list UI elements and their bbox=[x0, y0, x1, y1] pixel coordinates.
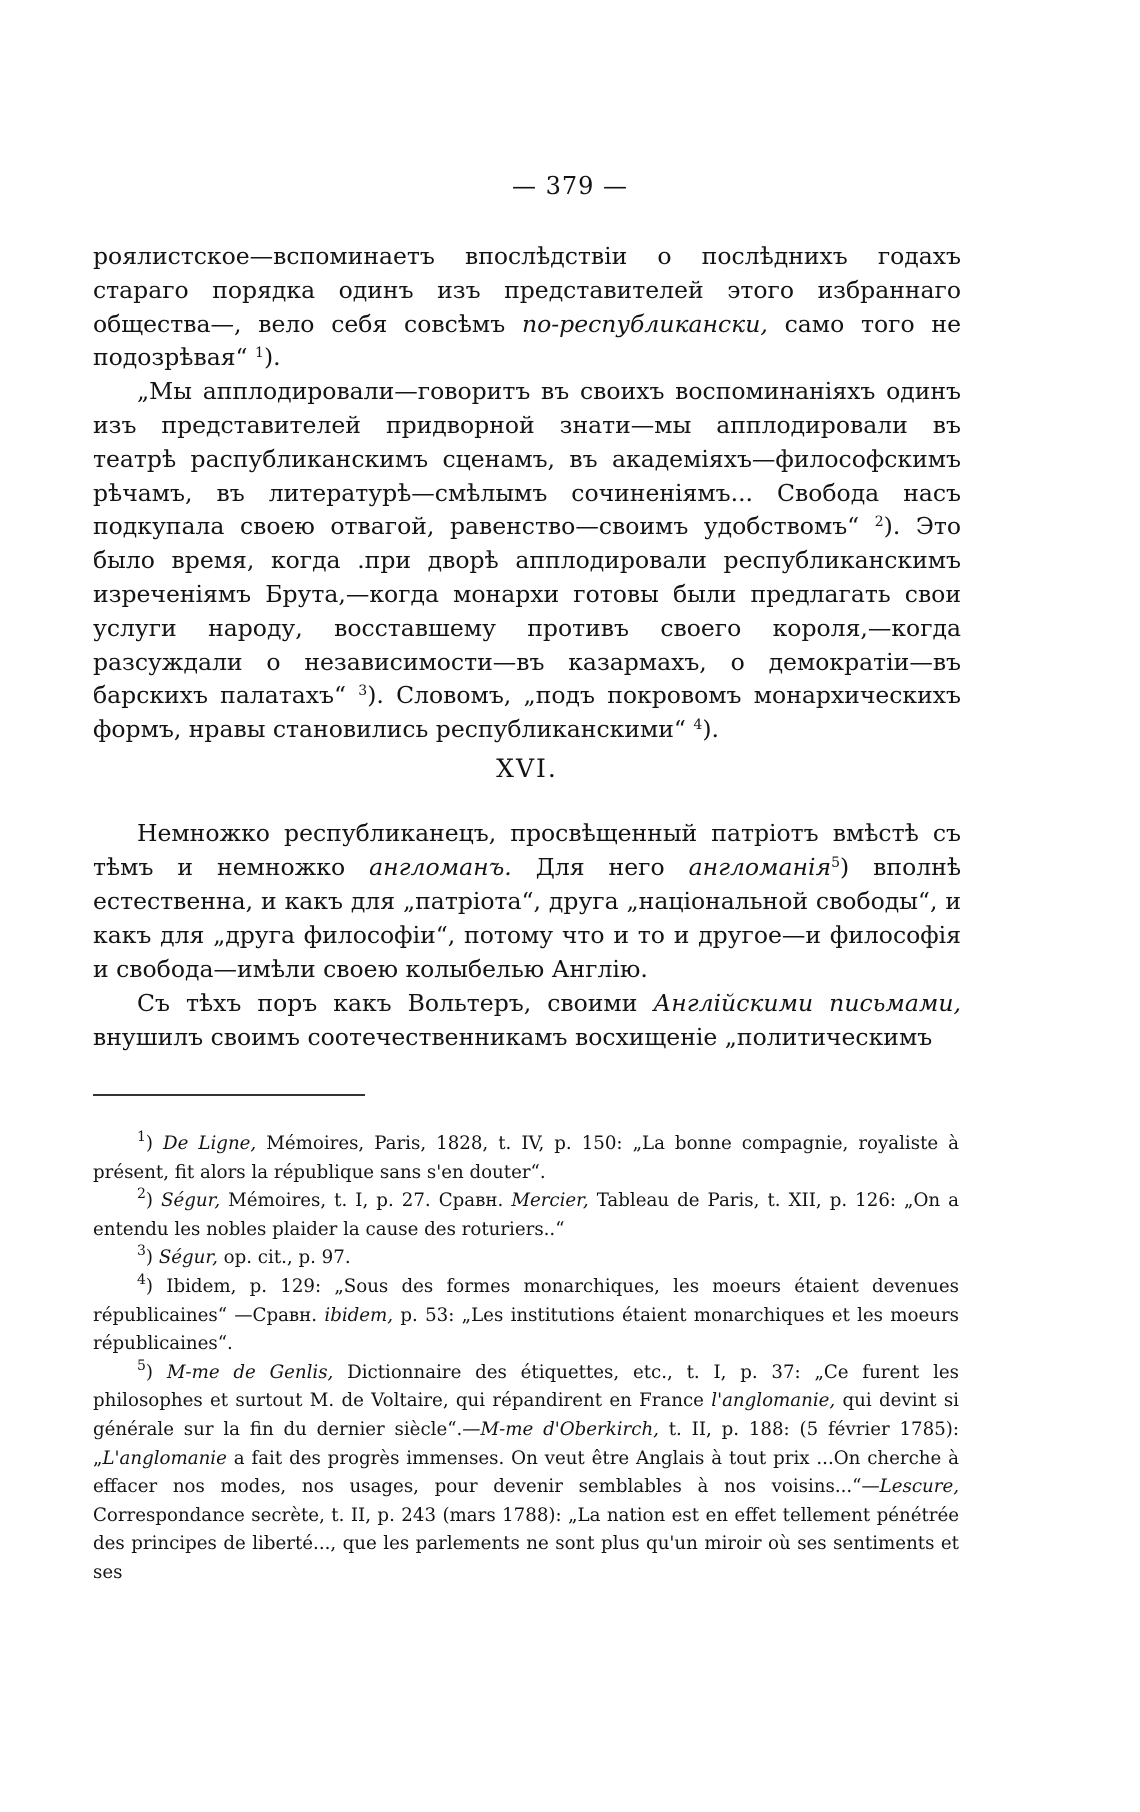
section-heading: XVI. bbox=[496, 754, 558, 783]
footnote-divider bbox=[93, 1094, 365, 1096]
footnote-ref-1: 1 bbox=[255, 345, 264, 362]
paragraph-1: роялистское—вспоминаетъ впослѣдствіи о послѣднихъ годахъ стараго порядка одинъ изъ представителей этого избраннаго общества—, вело себя совсѣмъ по-республикански, само того не подозрѣвая“ $^1$). bbox=[93, 242, 961, 372]
footnote-3: $^3$) Ségur, op. cit., p. 97. bbox=[137, 1243, 351, 1269]
main-text-block bbox=[93, 240, 961, 747]
footnote-ref-2: 2 bbox=[874, 514, 884, 531]
paragraph-3: Немножко республиканецъ, просвѣщенный патріотъ вмѣстѣ съ тѣмъ и немножко англоманъ. Для него англоманія$^5$) вполнѣ естественна, и какъ для „патріота“, друга „національной свободы“, и какъ для „друга философіи“, потому что и то и другое—и философія и свобода—имѣли своею колыбелью Англію. bbox=[93, 819, 961, 983]
footnote-ref-4: 4 bbox=[693, 717, 703, 734]
footnote-2: $^2$) Ségur, Mémoires, t. I, p. 27. Сравн. Mercier, Tableau de Paris, t. XII, p. 126: „On a entendu les nobles plaider la cause des roturiers..“ bbox=[93, 1186, 959, 1240]
footnote-ref-5: 5 bbox=[831, 855, 841, 871]
page-number: — 379 — bbox=[511, 172, 629, 200]
paragraph-4: Съ тѣхъ поръ какъ Вольтеръ, своими Англійскими письмами, внушилъ своимъ соотечественникамъ восхищеніе „политическимъ bbox=[93, 989, 961, 1051]
footnotes bbox=[93, 1130, 959, 1588]
footnote-5: $^5$) M-me de Genlis, Dictionnaire des étiquettes, etc., t. I, p. 37: „Ce furent les philosophes et surtout M. de Voltaire, qui répandirent en France l'anglomanie, qui devint si générale sur la fin du dernier siècle“.—M-me d'Oberkirch, t. II, p. 188: (5 février 1785): „L'anglomanie a fait des progrès immenses. On veut être Anglais à tout prix ...On cherche à effacer nos modes, nos usages, pour devenir semblables à nos voisins...“—Lescure, Correspondance secrète, t. II, p. 243 (mars 1788): „La nation est en effet tellement pénétrée des principes de liberté..., que les parlements ne sont plus qu'un miroir où ses sentiments et ses bbox=[93, 1357, 959, 1583]
footnote-1: $^1$) De Ligne, Mémoires, Paris, 1828, t. IV, p. 150: „La bonne compagnie, royaliste à présent, fit alors la république sans s'en douter“. bbox=[93, 1129, 960, 1183]
paragraph-2: „Мы апплодировали—говоритъ въ своихъ воспоминаніяхъ одинъ изъ представителей придворной знати—мы апплодировали въ театрѣ распубликанскимъ сценамъ, въ академіяхъ—философскимъ рѣчамъ, въ литературѣ—смѣлымъ сочиненіямъ... Свобода насъ подкупала своею отвагой, равенство—своимъ удобствомъ“ $^2$). Это было время, когда .при дворѣ апплодировали республиканскимъ изреченіямъ Брута,—когда монархи готовы были предлагать свои услуги народу, восставшему противъ своего короля,—когда разсуждали о независимости—въ казармахъ, о демократіи—въ барскихъ палатахъ“ $^3$). Словомъ, „подъ покровомъ монархическихъ формъ, нравы становились республиканскими“ $^4$). bbox=[93, 377, 961, 744]
section-xvi bbox=[93, 754, 961, 1054]
footnote-ref-3: 3 bbox=[358, 683, 368, 700]
footnote-4: $^4$) Ibidem, p. 129: „Sous des formes monarchiques, les moeurs étaient devenues républicaines“ —Сравн. ibidem, p. 53: „Les institutions étaient monarchiques et les moeurs républicaines“. bbox=[93, 1271, 959, 1355]
